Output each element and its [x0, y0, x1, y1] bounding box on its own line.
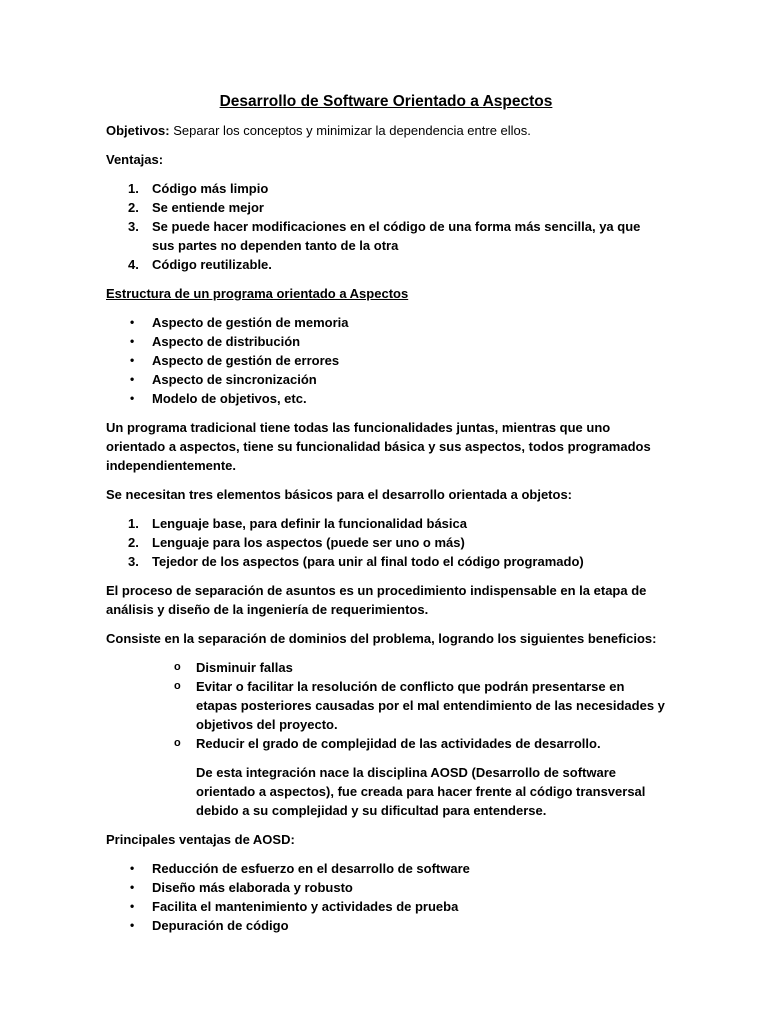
paragraph-tradicional: Un programa tradicional tiene todas las funcionalidades juntas, mientras que uno orientado a aspectos, tiene su funcionalidad básica y sus aspectos, todos programados independientemente.	[106, 420, 651, 473]
list-item-text: Evitar o facilitar la resolución de conflicto que podrán presentarse en etapas posteriores causadas por el mal entendimiento de las necesidades y objetivos del proyecto.	[196, 679, 665, 732]
bullet-icon: •	[130, 372, 135, 386]
objetivos-paragraph	[106, 121, 666, 140]
list-item	[106, 514, 666, 533]
principales-heading: Principales ventajas de AOSD:	[106, 832, 295, 847]
list-item-text: Aspecto de gestión de memoria	[152, 315, 349, 330]
paragraph-separacion: El proceso de separación de asuntos es un procedimiento indispensable en la etapa de análisis y diseño de la ingeniería de requerimientos.	[106, 583, 647, 617]
list-item-text: Lenguaje base, para definir la funcionalidad básica	[152, 516, 467, 531]
circle-bullet-icon: o	[174, 661, 181, 673]
list-item	[106, 389, 666, 408]
list-item	[106, 179, 666, 198]
list-item	[106, 351, 666, 370]
bullet-icon: •	[130, 334, 135, 348]
list-item-text: Aspecto de distribución	[152, 334, 301, 349]
list-item	[106, 332, 666, 351]
list-item-text: Código reutilizable.	[152, 257, 272, 272]
document-title: Desarrollo de Software Orientado a Aspectos	[219, 93, 553, 110]
list-marker: 1.	[128, 516, 139, 531]
estructura-list	[106, 313, 666, 408]
list-item	[106, 198, 666, 217]
list-marker: 4.	[128, 257, 139, 272]
paragraph-aosd: De esta integración nace la disciplina AOSD (Desarrollo de software orientado a aspectos), fue creada para hacer frente al código transversal debido a su complejidad y su dificultad para entenderse.	[196, 765, 646, 818]
ventajas-list	[106, 179, 666, 274]
list-item-text: Reducción de esfuerzo en el desarrollo de software	[152, 861, 470, 876]
list-item-text: Se puede hacer modificaciones en el código de una forma más sencilla, ya que sus partes no dependen tanto de la otra	[152, 219, 641, 253]
list-item-text: Lenguaje para los aspectos (puede ser uno o más)	[152, 535, 465, 550]
list-item-text: Reducir el grado de complejidad de las actividades de desarrollo.	[196, 736, 601, 751]
list-item-text: Tejedor de los aspectos (para unir al final todo el código programado)	[152, 554, 584, 569]
list-item-text: Se entiende mejor	[152, 200, 264, 215]
elementos-heading: Se necesitan tres elementos básicos para el desarrollo orientada a objetos:	[106, 487, 573, 502]
bullet-icon: •	[130, 315, 135, 329]
ventajas-heading: Ventajas:	[106, 152, 164, 167]
list-item	[106, 370, 666, 389]
elementos-list	[106, 514, 666, 571]
list-item	[106, 916, 666, 935]
estructura-heading: Estructura de un programa orientado a Aspectos	[106, 286, 409, 301]
list-item	[106, 217, 666, 255]
list-marker: 2.	[128, 535, 139, 550]
list-marker: 1.	[128, 181, 139, 196]
list-item-text: Depuración de código	[152, 918, 289, 933]
list-item	[106, 533, 666, 552]
list-item-text: Modelo de objetivos, etc.	[152, 391, 307, 406]
document-page	[106, 92, 666, 945]
list-item	[106, 859, 666, 878]
list-item	[106, 897, 666, 916]
bullet-icon: •	[130, 880, 135, 894]
list-item-text: Aspecto de sincronización	[152, 372, 317, 387]
list-item-text: Facilita el mantenimiento y actividades de prueba	[152, 899, 459, 914]
bullet-icon: •	[130, 861, 135, 875]
objetivos-label: Objetivos:	[106, 123, 170, 138]
circle-bullet-icon: o	[174, 680, 181, 692]
list-item	[106, 552, 666, 571]
beneficios-list	[106, 658, 666, 753]
paragraph-consiste: Consiste en la separación de dominios del problema, logrando los siguientes beneficios:	[106, 631, 657, 646]
circle-bullet-icon: o	[174, 737, 181, 749]
list-marker: 2.	[128, 200, 139, 215]
list-item-text: Código más limpio	[152, 181, 269, 196]
bullet-icon: •	[130, 353, 135, 367]
list-item	[106, 313, 666, 332]
objetivos-text: Separar los conceptos y minimizar la dependencia entre ellos.	[169, 123, 531, 138]
list-item-text: Diseño más elaborada y robusto	[152, 880, 353, 895]
bullet-icon: •	[130, 899, 135, 913]
list-item-text: Aspecto de gestión de errores	[152, 353, 340, 368]
bullet-icon: •	[130, 391, 135, 405]
list-item	[106, 734, 666, 753]
list-item	[106, 658, 666, 677]
list-marker: 3.	[128, 219, 139, 234]
list-marker: 3.	[128, 554, 139, 569]
list-item	[106, 878, 666, 897]
list-item	[106, 255, 666, 274]
list-item	[106, 677, 666, 734]
bullet-icon: •	[130, 918, 135, 932]
list-item-text: Disminuir fallas	[196, 660, 293, 675]
principales-list	[106, 859, 666, 935]
